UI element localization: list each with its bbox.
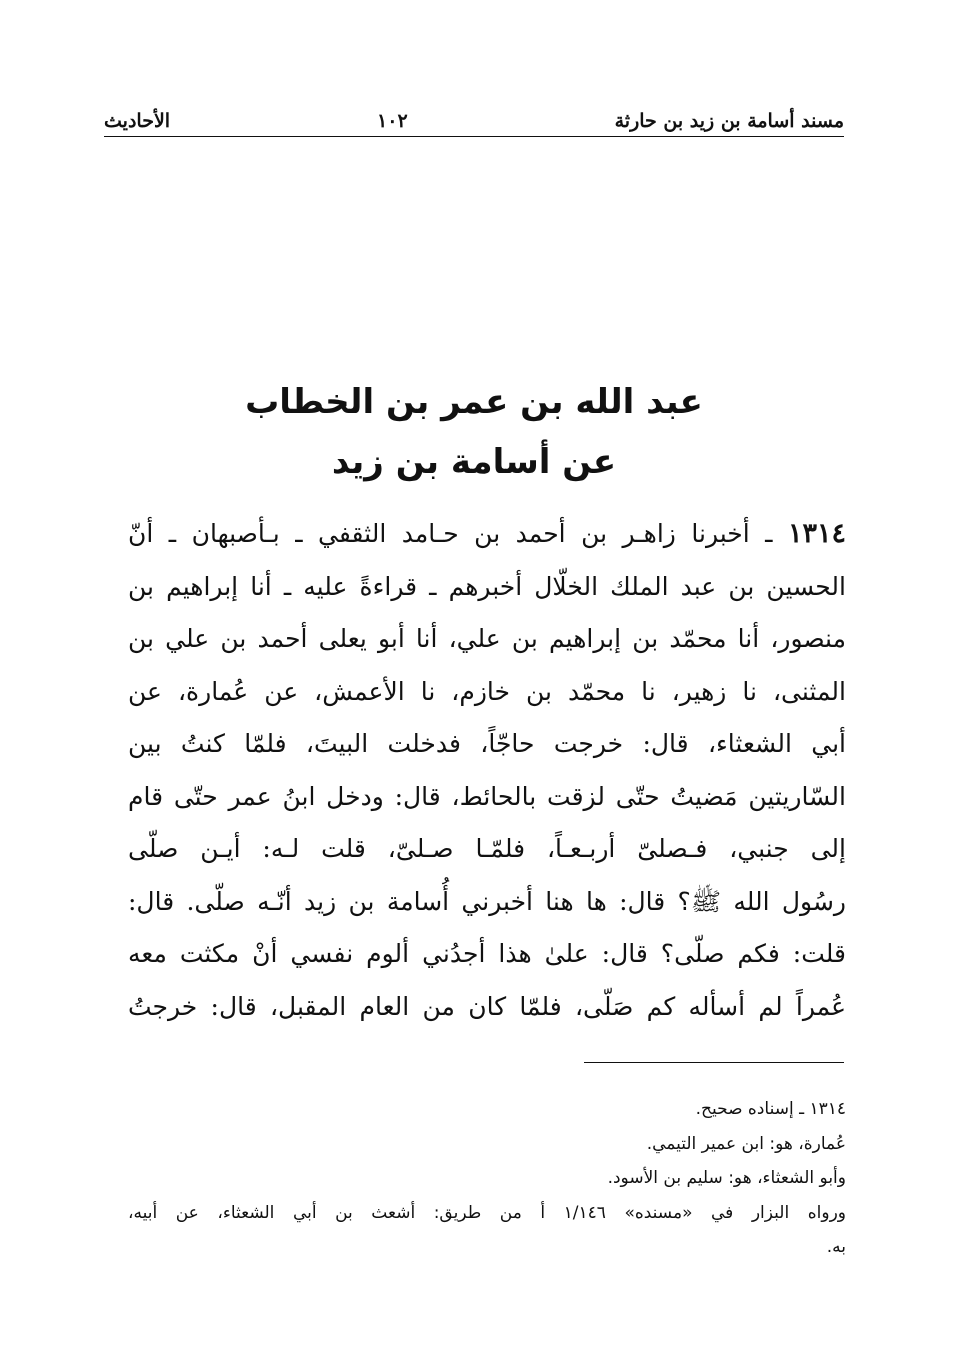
hadith-line: عُمراً لم أسأله كم صَلّى، فلمّا كان من العام المقبل، قال: خرجتُ <box>128 991 846 1021</box>
footnote-line: ورواه البزار في «مسنده» ١/١٤٦ أ من طريق: أشعث بن أبي الشعثاء، عن أبيه، <box>128 1202 846 1223</box>
hadith-line: إلى جنبي، فـصلىّ أربـعـاً، فلمّـا صـلىّ، قلت لـه: أيـن صلّى <box>128 834 846 863</box>
header-page-number: ١٠٢ <box>377 110 408 132</box>
hadith-line <box>128 508 846 561</box>
hadith-text <box>128 508 846 1033</box>
footnotes <box>128 1092 846 1265</box>
header-category: الأحاديث <box>104 110 171 132</box>
header-book-section: مسند أسامة بن زيد بن حارثة <box>614 110 844 132</box>
hadith-line-text: ـ أخبرنا زاهـر بن أحمد بن حـامد الثقفي ـ بـأصبهان ـ أنّ <box>128 519 773 548</box>
hadith-line: رسُول الله ﷺ؟ قال: ها هنا أخبرني أُسامة بن زيد أنّـه صلّى. قال: <box>128 886 846 916</box>
chapter-title-line-2: عن أسامة بن زيد <box>331 442 617 482</box>
header-divider <box>104 136 844 137</box>
hadith-line: المثنى، نا زهير، نا محمّد بن خازم، نا الأعمش، عن عُمارة، عن <box>128 676 846 706</box>
hadith-line: قلت: فكم صلّى؟ قال: علىٰ هذا أجدُني ألوم نفسي أنْ مكثت معه <box>128 939 846 968</box>
hadith-number: ١٣١٤ <box>787 518 846 549</box>
footnote-line: وأبو الشعثاء، هو: سليم بن الأسود. <box>607 1168 846 1188</box>
chapter-title-line-1: عبد الله بن عمر بن الخطاب <box>245 382 703 422</box>
footnote-divider <box>584 1062 844 1063</box>
hadith-line: منصور، أنا محمّد بن إبراهيم بن علي، أنا أبو يعلى أحمد بن علي بن <box>128 624 846 653</box>
footnote-line: عُمارة، هو: ابن عمير التيمي. <box>646 1133 846 1154</box>
footnote-line: ١٣١٤ ـ إسناده صحيح. <box>695 1099 846 1119</box>
footnote-line: به. <box>826 1237 846 1257</box>
hadith-line: أبي الشعثاء، قال: خرجت حاجّاً، فدخلت البيتَ، فلمّا كنتُ بين <box>128 729 846 758</box>
chapter-title <box>104 372 844 492</box>
hadith-line: السّاريتين مَضيتُ حتّى لزقت بالحائط، قال: ودخل ابنُ عمر حتّى قام <box>128 781 846 811</box>
hadith-line: الحسين بن عبد الملك الخلّال أخبرهم ـ قراءةً عليه ـ أنا إبراهيم بن <box>128 571 846 601</box>
running-header <box>104 98 844 132</box>
